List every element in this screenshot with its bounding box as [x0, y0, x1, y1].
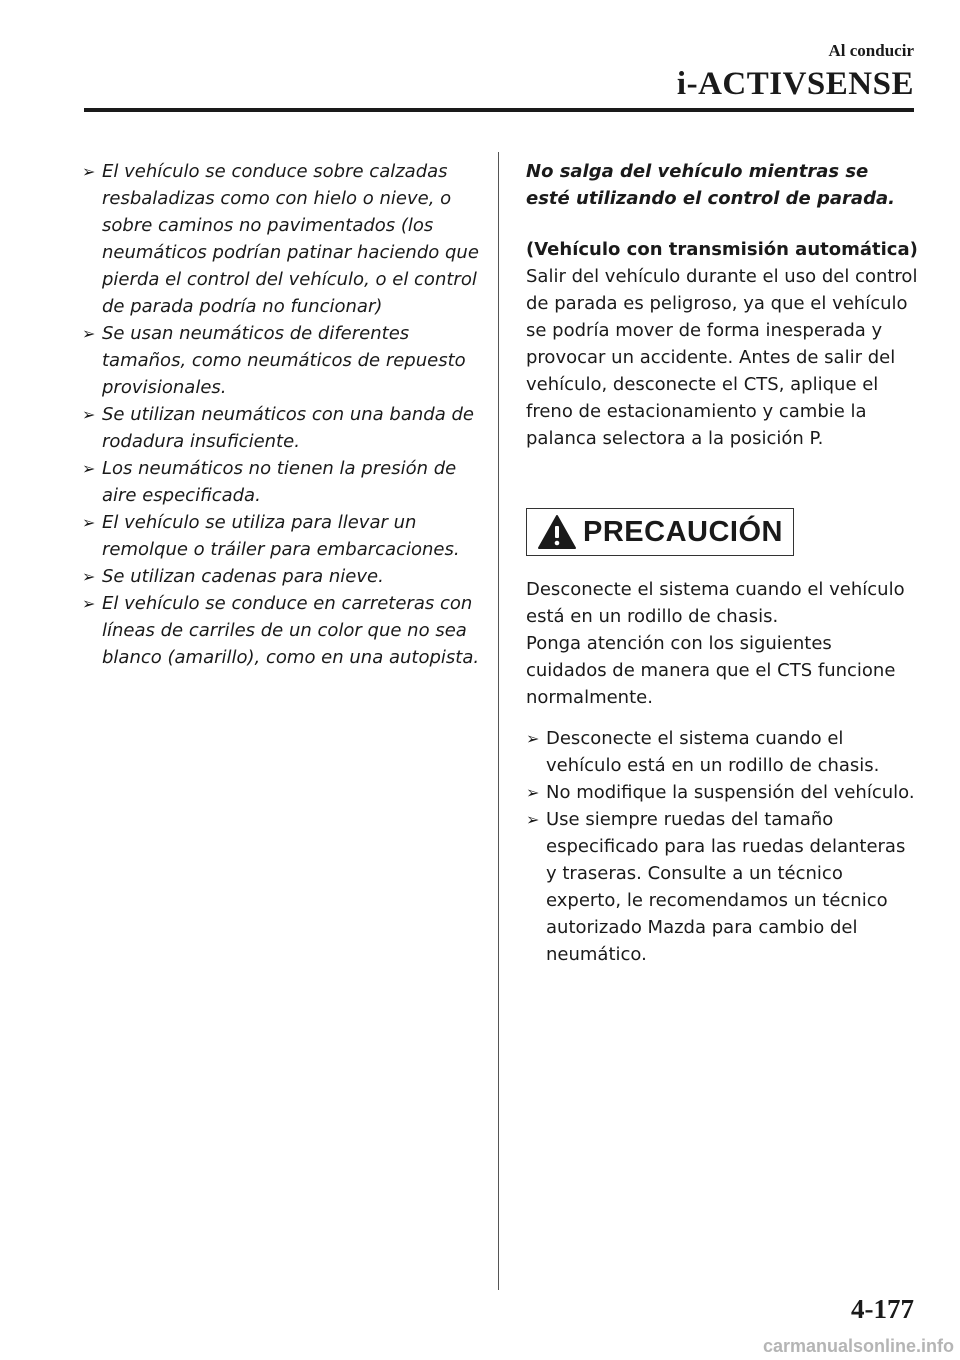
page-header — [677, 40, 914, 103]
right-column — [526, 158, 918, 968]
caution-intro: Desconecte el sistema cuando el vehículo está en un rodillo de chasis. Ponga atención con los siguientes cuidados de manera que el CTS funcione normalmente. — [526, 579, 905, 708]
column-divider — [498, 152, 499, 1290]
chapter-title: i-ACTIVSENSE — [676, 66, 914, 102]
caution-label: PRECAUCIÓN — [583, 515, 783, 548]
list-item: ➢ Se utilizan neumáticos con una banda de rodadura insuficiente. — [82, 401, 482, 455]
list-item: ➢ Se usan neumáticos de diferentes tamaños, como neumáticos de repuesto provisionales. — [82, 320, 482, 401]
list-item: ➢ El vehículo se conduce sobre calzadas resbaladizas como con hielo o nieve, o sobre caminos no pavimentados (los neumáticos podrían patinar haciendo que pierda el control del vehículo, o el control de parada podría no funcionar) — [82, 158, 482, 320]
list-item: ➢ Los neumáticos no tienen la presión de aire especificada. — [82, 455, 482, 509]
warning-heading: No salga del vehículo mientras se esté utilizando el control de parada. — [526, 161, 895, 209]
list-item: ➢ El vehículo se utiliza para llevar un remolque o tráiler para embarcaciones. — [82, 509, 482, 563]
arrow-bullet-icon: ➢ — [82, 594, 96, 613]
watermark: carmanualsonline.info — [762, 1336, 954, 1356]
sub-heading: (Vehículo con transmisión automática) — [526, 239, 918, 260]
arrow-bullet-icon: ➢ — [82, 162, 96, 181]
arrow-bullet-icon: ➢ — [82, 513, 96, 532]
list-item: ➢ Se utilizan cadenas para nieve. — [82, 563, 482, 590]
warning-body: Salir del vehículo durante el uso del control de parada es peligroso, ya que el vehículo se podría mover de forma inesperada y provocar un accidente. Antes de salir del vehículo, desconecte el CTS, aplique el freno de estacionamiento y cambie la palanca selectora a la posición P. — [526, 266, 918, 449]
page-number: 4-177 — [851, 1294, 914, 1324]
arrow-bullet-icon: ➢ — [82, 567, 96, 586]
list-item: ➢ No modifique la suspensión del vehículo. — [526, 779, 918, 806]
header-rule — [84, 108, 914, 112]
list-item: ➢ El vehículo se conduce en carreteras con líneas de carriles de un color que no sea blanco (amarillo), como en una autopista. — [82, 590, 482, 671]
list-item: ➢ Desconecte el sistema cuando el vehículo está en un rodillo de chasis. — [526, 725, 918, 779]
arrow-bullet-icon: ➢ — [82, 324, 96, 343]
list-item: ➢ Use siempre ruedas del tamaño especificado para las ruedas delanteras y traseras. Consulte a un técnico experto, le recomendamos un técnico autorizado Mazda para cambio del neumático. — [526, 806, 918, 968]
arrow-bullet-icon: ➢ — [82, 405, 96, 424]
arrow-bullet-icon: ➢ — [526, 783, 540, 802]
section-label: Al conducir — [828, 41, 914, 60]
arrow-bullet-icon: ➢ — [82, 459, 96, 478]
arrow-bullet-icon: ➢ — [526, 810, 540, 829]
warning-triangle-icon — [537, 514, 577, 550]
caution-banner — [526, 508, 794, 556]
arrow-bullet-icon: ➢ — [526, 729, 540, 748]
left-column — [82, 158, 482, 671]
